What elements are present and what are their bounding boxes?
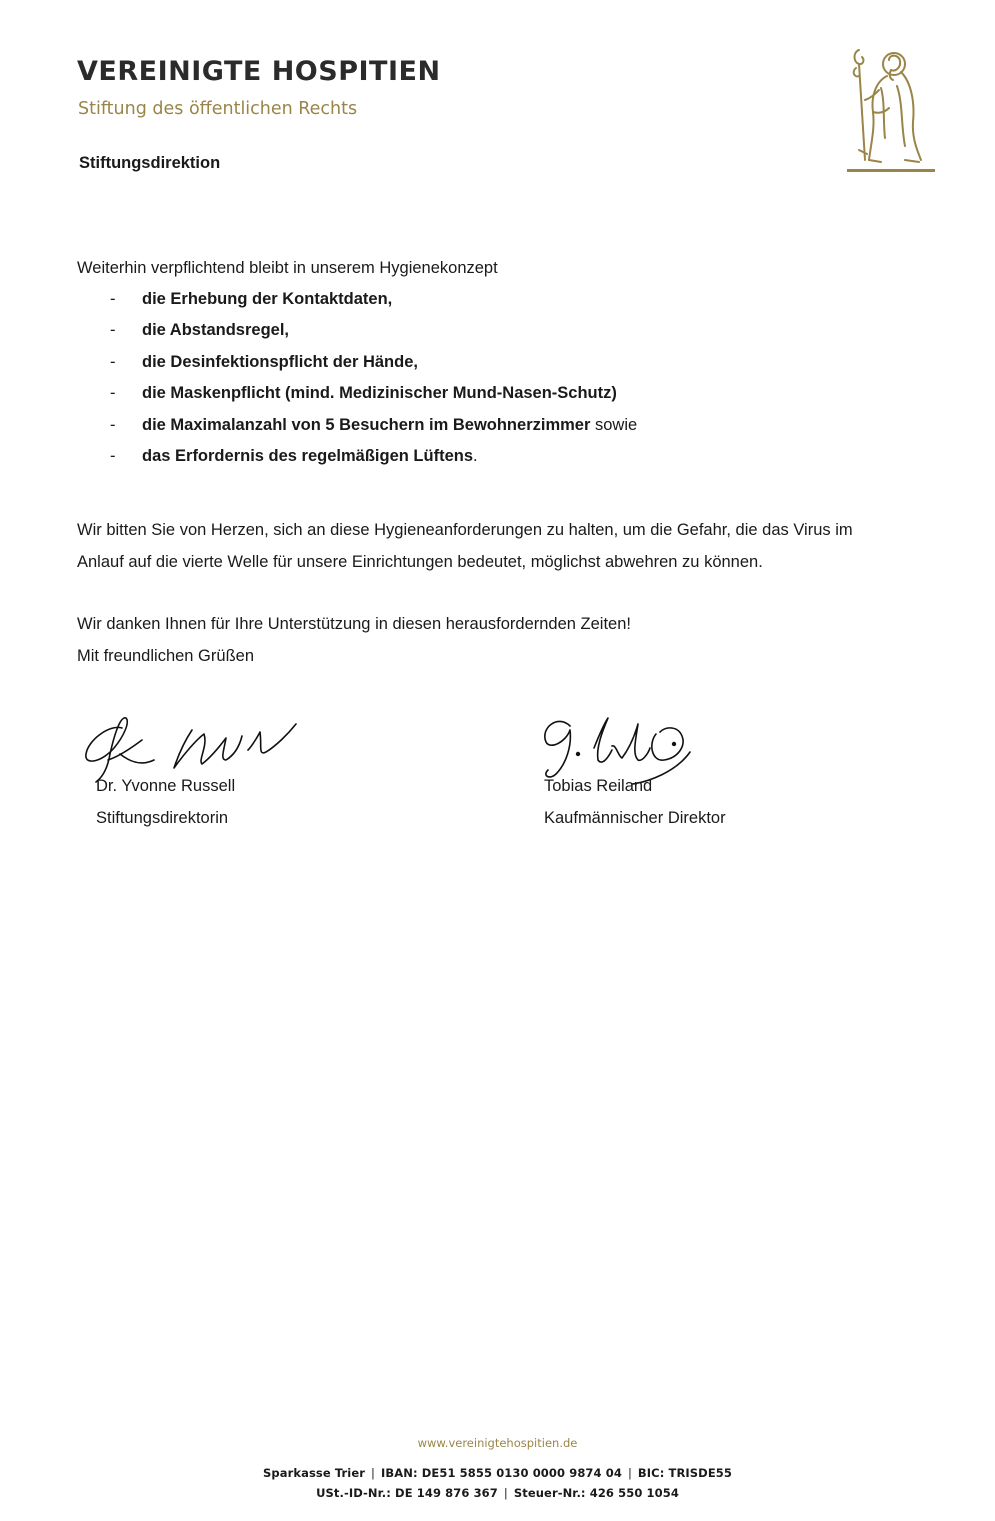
rule-rest: . <box>473 446 478 465</box>
footer-bank-details <box>0 1466 995 1480</box>
bic: BIC: TRISDE55 <box>637 1466 732 1480</box>
footer-website: www.vereinigtehospitien.de <box>417 1436 578 1450</box>
list-dash: - <box>110 321 116 340</box>
rule-bold: die Maskenpflicht (mind. Medizinischer Mund-Nasen-Schutz) <box>142 384 617 403</box>
organization-subtitle: Stiftung des öffentlichen Rechts <box>78 99 358 119</box>
ust-id: USt.-ID-Nr.: DE 149 876 367 <box>316 1486 498 1500</box>
iban: IBAN: DE51 5855 0130 0000 9874 04 <box>381 1466 622 1480</box>
separator: | <box>627 1466 632 1480</box>
appeal-paragraph <box>77 515 947 578</box>
signer-title: Kaufmännischer Direktor <box>544 808 726 827</box>
list-dash: - <box>110 446 116 465</box>
rule-bold: die Desinfektionspflicht der Hände, <box>142 352 418 371</box>
signer-reiland <box>544 771 726 834</box>
thanks-text: Wir danken Ihnen für Ihre Unterstützung in diesen herausfordernden Zeiten! <box>77 615 631 633</box>
list-dash: - <box>110 384 116 403</box>
list-dash: - <box>110 415 116 434</box>
signer-russell <box>96 771 235 834</box>
intro-text: Weiterhin verpflichtend bleibt in unserem Hygienekonzept <box>77 259 498 277</box>
rule-bold: die Abstandsregel, <box>142 321 290 340</box>
tax-number: Steuer-Nr.: 426 550 1054 <box>513 1486 679 1500</box>
signer-title: Stiftungsdirektorin <box>96 808 229 827</box>
rule-rest: sowie <box>590 415 638 434</box>
department-label: Stiftungsdirektion <box>79 154 221 172</box>
signer-name: Tobias Reiland <box>544 777 653 795</box>
appeal-line-1: Wir bitten Sie von Herzen, sich an diese Hygieneanforderungen zu halten, um die Gefahr, die das Virus im <box>77 521 853 539</box>
list-dash: - <box>110 290 116 308</box>
separator: | <box>503 1486 508 1500</box>
footer-tax-details <box>0 1486 995 1500</box>
closing-greeting: Mit freundlichen Grüßen <box>77 646 254 665</box>
rule-bold: die Erhebung der Kontaktdaten, <box>142 290 393 308</box>
list-dash: - <box>110 352 116 371</box>
rule-bold: das Erfordernis des regelmäßigen Lüftens <box>142 446 473 465</box>
organization-name: VEREINIGTE HOSPITIEN <box>77 56 441 87</box>
appeal-line-2: Anlauf auf die vierte Welle für unsere Einrichtungen bedeutet, möglichst abwehren zu können. <box>77 552 763 571</box>
bank-name: Sparkasse Trier <box>263 1466 366 1480</box>
pilgrim-saint-icon <box>845 42 937 176</box>
separator: | <box>371 1466 375 1480</box>
rule-bold: die Maximalanzahl von 5 Besuchern im Bewohnerzimmer <box>142 415 591 434</box>
signer-name: Dr. Yvonne Russell <box>96 777 236 795</box>
closing-block <box>77 609 631 672</box>
